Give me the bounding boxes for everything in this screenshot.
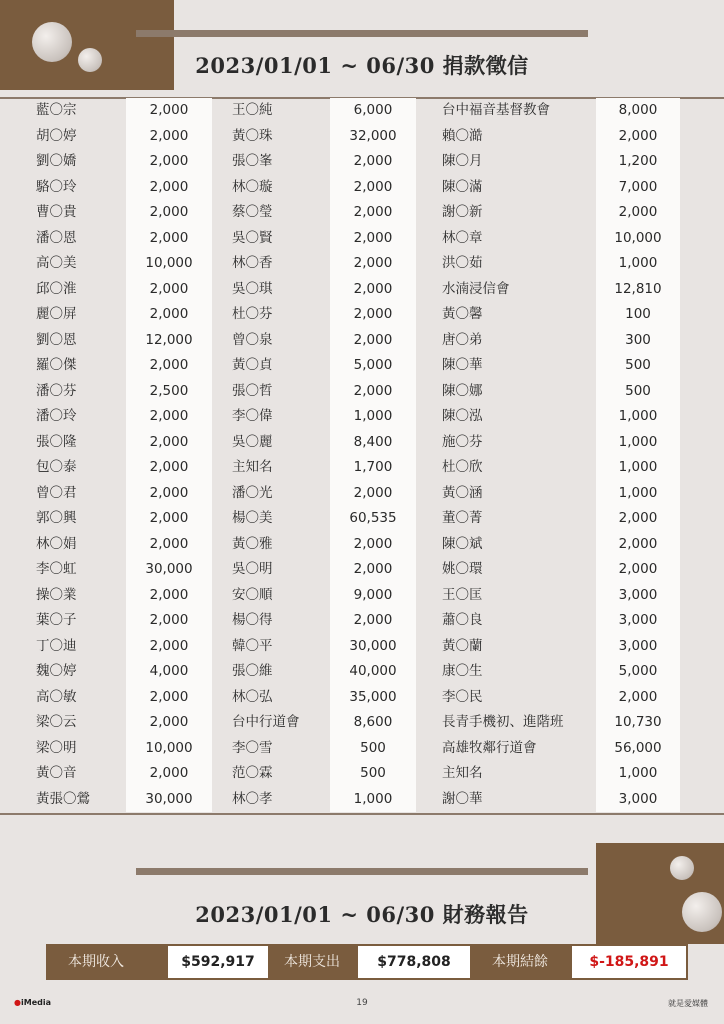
donor-name: 謝〇新: [442, 204, 483, 220]
donor-name: 吳〇賢: [232, 229, 273, 246]
donor-name: 林〇香: [232, 255, 273, 271]
donation-amount: 2,000: [149, 357, 189, 373]
donor-name: 劉〇嬌: [36, 153, 77, 169]
donation-amount: 2,000: [149, 459, 189, 475]
donor-name: 邱〇淮: [36, 280, 77, 297]
donation-amount: 2,000: [149, 637, 189, 654]
donation-amount: 8,600: [353, 714, 393, 730]
donation-amount: 32,000: [349, 127, 397, 144]
donor-name: 主知名: [232, 459, 273, 475]
finance-summary-bar: [46, 944, 688, 980]
donation-amount: 1,000: [618, 433, 658, 450]
donor-name: 潘〇光: [232, 484, 273, 501]
donation-amount: 2,000: [353, 255, 393, 271]
donation-title: 2023/01/01 ~ 06/30 捐款徵信: [195, 53, 529, 78]
donation-amount: 500: [360, 739, 386, 756]
donor-name: 陳〇斌: [442, 535, 483, 552]
donation-amount: 35,000: [349, 688, 397, 705]
donation-amount: 3,000: [618, 612, 658, 628]
donor-name: 藍〇宗: [36, 102, 77, 118]
donation-amount: 2,000: [149, 153, 189, 169]
donation-amount: 2,000: [353, 306, 393, 322]
donor-name: 潘〇恩: [36, 229, 77, 246]
donor-name: 施〇芬: [442, 433, 483, 450]
donor-name: 長青手機初、進階班: [442, 714, 564, 730]
donor-name: 李〇雪: [232, 739, 273, 756]
donation-amount: 2,000: [618, 535, 658, 552]
donation-amount: 2,000: [149, 535, 189, 552]
donation-amount: 2,000: [149, 714, 189, 730]
donation-amount: 1,000: [618, 459, 658, 475]
donor-name: 潘〇玲: [36, 408, 77, 424]
donation-table: [28, 98, 688, 812]
donation-amount: 5,000: [353, 357, 393, 373]
donor-name: 黃〇雅: [232, 535, 273, 552]
donor-name: 麗〇屏: [36, 306, 77, 322]
donor-name: 李〇偉: [232, 408, 273, 424]
donation-amount: 2,000: [149, 612, 189, 628]
decor-bubble-icon: [670, 856, 694, 880]
income-value: $592,917: [168, 946, 268, 978]
expense-value: $778,808: [358, 946, 470, 978]
balance-label: 本期結餘: [492, 954, 548, 970]
decor-bar-top: [136, 30, 588, 37]
donation-amount: 1,000: [353, 790, 393, 807]
income-label: 本期收入: [68, 954, 124, 970]
donor-name: 黃〇涵: [442, 484, 483, 501]
expense-label: 本期支出: [284, 954, 340, 970]
donation-amount: 10,000: [614, 229, 662, 246]
donor-name: 黃〇馨: [442, 306, 483, 322]
donation-amount: 2,000: [353, 229, 393, 246]
donor-name: 高〇美: [36, 255, 77, 271]
donor-name: 蕭〇良: [442, 612, 483, 628]
donation-amount: 2,000: [618, 204, 658, 220]
footer-brand-text: 就是愛媒體: [668, 999, 708, 1008]
donor-name: 郭〇興: [36, 510, 77, 526]
donor-name: 梁〇明: [36, 739, 77, 756]
donation-amount: 2,000: [353, 204, 393, 220]
donor-name: 董〇菁: [442, 510, 483, 526]
donation-amount: 500: [625, 357, 651, 373]
donor-name: 張〇哲: [232, 382, 273, 399]
donation-amount: 60,535: [349, 510, 397, 526]
donation-amount: 10,000: [145, 739, 193, 756]
donation-amount: 3,000: [618, 586, 658, 603]
donation-amount: 30,000: [145, 790, 193, 807]
donation-amount: 2,000: [149, 586, 189, 603]
donor-name: 陳〇泓: [442, 408, 483, 424]
donor-name: 丁〇迪: [36, 637, 77, 654]
donor-name: 黃〇貞: [232, 357, 273, 373]
donor-name: 高〇敏: [36, 688, 77, 705]
donation-amount: 1,000: [618, 408, 658, 424]
donation-amount: 10,730: [614, 714, 662, 730]
donor-name: 陳〇華: [442, 357, 483, 373]
page-number: 19: [356, 998, 368, 1008]
donor-name: 吳〇明: [232, 561, 273, 577]
donor-name: 康〇生: [442, 663, 483, 679]
donation-amount: 40,000: [349, 663, 397, 679]
donation-amount: 3,000: [618, 637, 658, 654]
donation-amounts-col-2: [330, 98, 416, 812]
donation-amount: 12,000: [145, 331, 193, 348]
donor-name: 葉〇子: [36, 612, 77, 628]
donation-amount: 2,000: [353, 561, 393, 577]
donation-amount: 5,000: [618, 663, 658, 679]
divider-bottom: [0, 813, 724, 815]
donation-amount: 100: [625, 306, 651, 322]
donation-amount: 2,000: [149, 765, 189, 781]
donor-name: 吳〇琪: [232, 280, 273, 297]
donation-amount: 2,000: [353, 280, 393, 297]
donor-name: 魏〇婷: [36, 663, 77, 679]
donor-name: 王〇匡: [442, 586, 483, 603]
donor-name: 范〇霖: [232, 765, 273, 781]
donor-name: 杜〇欣: [442, 459, 483, 475]
donor-name: 韓〇平: [232, 637, 273, 654]
donation-amount: 9,000: [353, 586, 393, 603]
donor-name: 李〇民: [442, 688, 483, 705]
donor-name: 陳〇月: [442, 153, 483, 169]
donor-name: 李〇虹: [36, 561, 77, 577]
donor-name: 水湳浸信會: [442, 280, 510, 297]
donation-amount: 2,000: [353, 612, 393, 628]
donor-name: 操〇業: [36, 586, 77, 603]
donor-name: 杜〇芬: [232, 306, 273, 322]
donation-amount: 7,000: [618, 178, 658, 195]
donation-amount: 500: [360, 765, 386, 781]
donation-amount: 2,000: [149, 178, 189, 195]
donation-amount: 2,000: [618, 510, 658, 526]
donor-name: 台中福音基督教會: [442, 102, 550, 118]
donor-name: 陳〇滿: [442, 178, 483, 195]
donation-amount: 500: [625, 382, 651, 399]
donor-name: 曾〇君: [36, 484, 77, 501]
donor-name: 賴〇澔: [442, 127, 483, 144]
donation-amount: 56,000: [614, 739, 662, 756]
donation-amount: 1,200: [618, 153, 658, 169]
donor-name: 謝〇華: [442, 790, 483, 807]
donation-amount: 2,000: [618, 688, 658, 705]
donation-amount: 2,000: [149, 688, 189, 705]
donation-amount: 2,000: [149, 204, 189, 220]
donation-amount: 1,000: [618, 765, 658, 781]
donor-name: 林〇章: [442, 229, 483, 246]
donation-amounts-col-1: [126, 98, 212, 812]
donation-amount: 10,000: [145, 255, 193, 271]
donation-amount: 300: [625, 331, 651, 348]
donation-amount: 1,000: [353, 408, 393, 424]
donation-amounts-col-3: [596, 98, 680, 812]
balance-value: $-185,891: [572, 946, 686, 978]
decor-bar-bottom: [136, 868, 588, 875]
donor-name: 姚〇環: [442, 561, 483, 577]
donation-amount: 30,000: [349, 637, 397, 654]
donor-names-col-1: [28, 98, 126, 812]
donor-name: 胡〇婷: [36, 127, 77, 144]
donation-amount: 2,000: [149, 127, 189, 144]
donation-amount: 2,000: [149, 306, 189, 322]
donor-names-col-3: [434, 98, 596, 812]
donation-amount: 1,000: [618, 255, 658, 271]
donor-name: 林〇弘: [232, 688, 273, 705]
donor-name: 陳〇娜: [442, 382, 483, 399]
donor-name: 梁〇云: [36, 714, 77, 730]
finance-title: 2023/01/01 ~ 06/30 財務報告: [195, 902, 529, 927]
donation-amount: 8,000: [618, 102, 658, 118]
donor-name: 蔡〇瑩: [232, 204, 273, 220]
donation-amount: 2,000: [353, 178, 393, 195]
donor-name: 張〇峯: [232, 153, 273, 169]
donation-amount: 30,000: [145, 561, 193, 577]
donor-name: 黃〇蘭: [442, 637, 483, 654]
donor-name: 楊〇美: [232, 510, 273, 526]
donation-amount: 2,000: [149, 510, 189, 526]
donation-amount: 2,000: [149, 229, 189, 246]
donation-amount: 2,000: [149, 433, 189, 450]
donation-amount: 2,000: [353, 535, 393, 552]
donation-amount: 2,000: [618, 561, 658, 577]
donation-amount: 1,700: [353, 459, 393, 475]
donor-name: 洪〇茹: [442, 255, 483, 271]
donation-amount: 2,500: [149, 382, 189, 399]
donation-amount: 2,000: [149, 280, 189, 297]
donor-name: 駱〇玲: [36, 178, 77, 195]
donor-name: 安〇順: [232, 586, 273, 603]
donation-amount: 2,000: [353, 484, 393, 501]
donation-amount: 2,000: [353, 331, 393, 348]
imedia-logo: ●iMedia: [14, 998, 51, 1007]
donor-name: 羅〇傑: [36, 357, 77, 373]
donation-amount: 8,400: [353, 433, 393, 450]
donor-name: 台中行道會: [232, 714, 300, 730]
donation-amount: 2,000: [618, 127, 658, 144]
donor-name: 黃〇珠: [232, 127, 273, 144]
donor-name: 林〇娟: [36, 535, 77, 552]
donation-amount: 2,000: [353, 153, 393, 169]
donor-names-col-2: [224, 98, 330, 812]
donor-name: 包〇泰: [36, 459, 77, 475]
donor-name: 曾〇泉: [232, 331, 273, 348]
donor-name: 張〇維: [232, 663, 273, 679]
donor-name: 黃〇音: [36, 765, 77, 781]
donation-amount: 2,000: [149, 408, 189, 424]
donor-name: 林〇璇: [232, 178, 273, 195]
donation-amount: 2,000: [149, 484, 189, 501]
donation-amount: 12,810: [614, 280, 662, 297]
donation-amount: 4,000: [149, 663, 189, 679]
donor-name: 楊〇得: [232, 612, 273, 628]
donor-name: 黃張〇鶯: [36, 790, 90, 807]
donor-name: 張〇隆: [36, 433, 77, 450]
donor-name: 唐〇弟: [442, 331, 483, 348]
donor-name: 高雄牧鄰行道會: [442, 739, 537, 756]
donation-amount: 3,000: [618, 790, 658, 807]
donation-amount: 1,000: [618, 484, 658, 501]
donor-name: 林〇孝: [232, 790, 273, 807]
donation-amount: 2,000: [353, 382, 393, 399]
donor-name: 曹〇貴: [36, 204, 77, 220]
donor-name: 潘〇芬: [36, 382, 77, 399]
donor-name: 劉〇恩: [36, 331, 77, 348]
donation-amount: 6,000: [353, 102, 393, 118]
donor-name: 主知名: [442, 765, 483, 781]
donor-name: 王〇純: [232, 102, 273, 118]
donor-name: 吳〇麗: [232, 433, 273, 450]
donation-amount: 2,000: [149, 102, 189, 118]
